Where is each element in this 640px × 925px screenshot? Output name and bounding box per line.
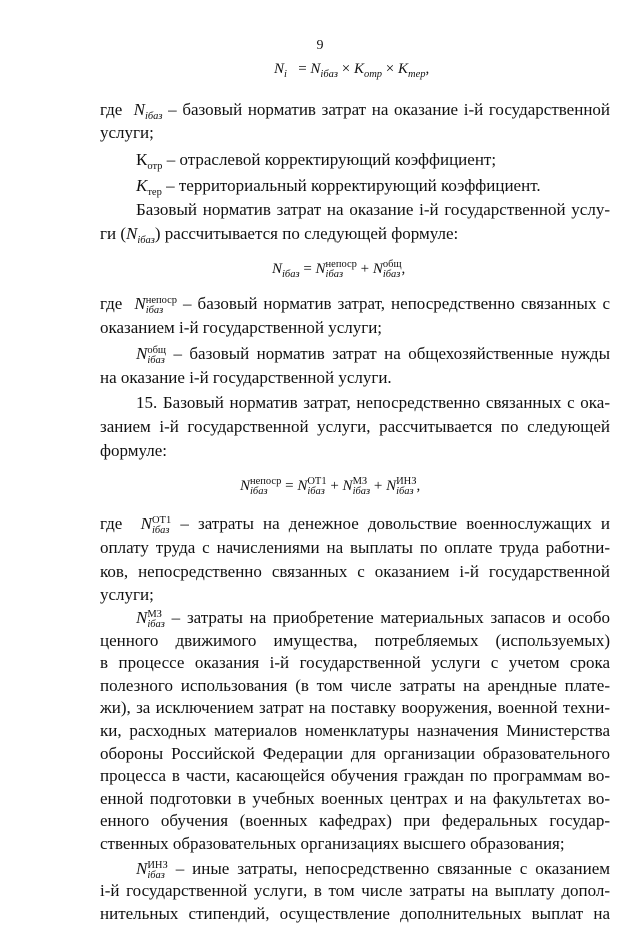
definition-n-inz-line: i-й государственной услуги, в том числе затраты на выплату допол- (100, 881, 610, 901)
definition-n-mz-line: в процессе оказания i-й государственной услуги с учетом срока (100, 653, 610, 673)
definition-n-ibaz: где $N_{iбаз}$ – базовый норматив затрат на оказание i-й государственной (100, 100, 611, 122)
definition-n-mz: N МЗ iбаз – затраты на приобретение материальных запасов и особо (136, 608, 610, 630)
definition-n-mz-line: полезного использования (в том числе затраты на арендные плате- (100, 675, 610, 695)
definition-n-ot1-line3: ков, непосредственно связанных с оказанием i-й государственной (100, 562, 610, 581)
definition-n-neposr: где N непоср iбаз – базовый норматив затрат, непосредственно связанных с (100, 294, 610, 316)
page-number: 9 (316, 38, 324, 53)
definition-n-ot1: где N ОТ1 iбаз – затраты на денежное довольствие военнослужащих и (100, 514, 611, 536)
formula-n-ibaz: $N_{iбаз} = N$ непоср iбаз + N общ iбаз , (272, 259, 406, 280)
paragraph-base-norm-cont: ги $(N_{iбаз})$ рассчитывается по следующей формуле: (100, 224, 459, 246)
paragraph-base-norm: Базовый норматив затрат на оказание i-й государственной услу- (136, 200, 610, 219)
definition-n-mz-line: ственных образовательных организациях высшего образования; (100, 834, 565, 853)
paragraph-15-end: формуле: (100, 441, 168, 460)
definition-n-mz-line: ценного движимого имущества, потребляемых (используемых) (100, 630, 610, 650)
definition-n-ot1-line2: оплату труда с начислениями на выплаты по оплате труда работни- (100, 538, 610, 557)
definition-n-mz-line: енной подготовки в учебных военных центрах и на факультетах во- (100, 788, 610, 808)
definition-n-mz-line: обороны Российской Федерации для организации образовательного (100, 743, 610, 763)
definition-n-ibaz-cont: услуги; (100, 123, 154, 142)
definition-k-otr: $К_{отр}$ – отраслевой корректирующий коэффициент; (136, 150, 497, 172)
definition-n-mz-line: жи), за исключением затрат на поставку вооружения, военной техни- (100, 698, 610, 718)
paragraph-15: 15. Базовый норматив затрат, непосредственно связанных с ока- (136, 393, 610, 412)
definition-n-ot1-line4: услуги; (100, 585, 154, 604)
definition-n-mz-line: процесса в части, касающейся обучения граждан по программам во- (100, 766, 610, 786)
paragraph-15-cont: занием i-й государственной услуги, рассчитывается по следующей (100, 417, 610, 436)
multiply-sign: × (341, 61, 351, 77)
definition-n-obsch-cont: на оказание i-й государственной услуги. (100, 368, 392, 387)
definition-n-inz-line: нительных стипендий, осуществление дополнительных выплат на (100, 903, 610, 923)
definition-n-inz: N ИНЗ iбаз – иные затраты, непосредственно связанные с оказанием (136, 858, 611, 881)
definition-n-mz-line: енного обучения (военных кафедрах) при федеральных государ- (100, 811, 610, 831)
definition-k-ter: $K_{тер}$ – территориальный корректирующий коэффициент. (136, 176, 541, 198)
definition-n-obsch: N общ iбаз – базовый норматив затрат на общехозяйственные нужды (136, 344, 611, 366)
multiply-sign: × (385, 61, 395, 77)
formula-n-neposr: N непоср iбаз = N ОТ1 iбаз + N МЗ iбаз + N ИНЗ iбаз , (240, 476, 421, 497)
definition-n-mz-line: ки, расходных материалов номенклатуры назначения Министерства (100, 721, 610, 740)
formula-ni: $N_i$ = $N_{iбаз} \times K_{отр} \times K_{тер}$, (274, 61, 430, 80)
definition-n-neposr-cont: оказанием i-й государственной услуги; (100, 318, 383, 337)
